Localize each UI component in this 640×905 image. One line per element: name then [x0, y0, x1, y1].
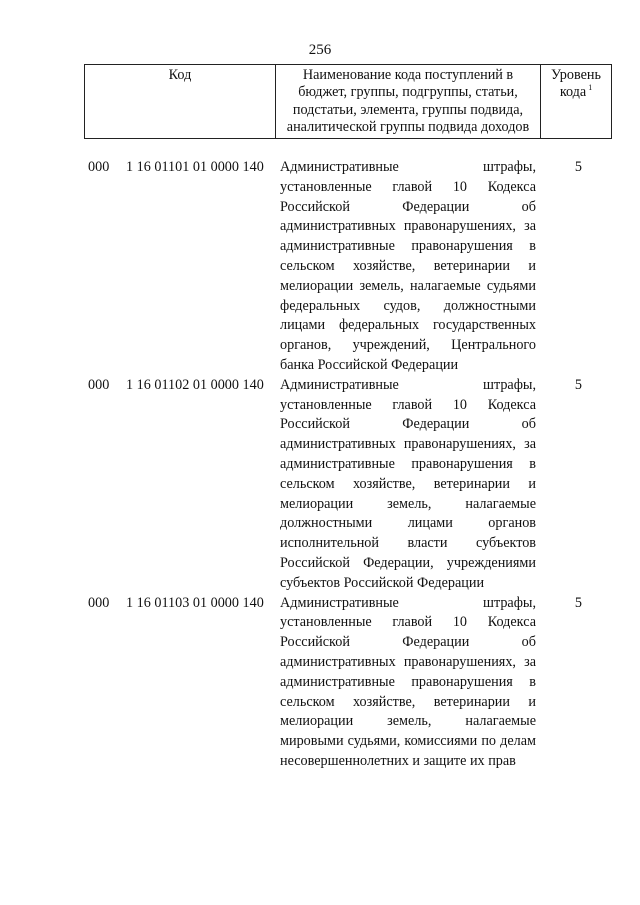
row-code: 1 16 01101 01 0000 140 [126, 159, 264, 175]
row-prefix: 000 [88, 376, 110, 393]
row-level: 5 [574, 594, 582, 611]
row-code: 1 16 01103 01 0000 140 [126, 594, 264, 611]
header-row [85, 65, 612, 139]
row-name: Административные штрафы, установленные главой 10 Кодекса Российской Федерации об административных правонарушениях, за административные правонарушения в сельском хозяйстве, ветеринарии и мелиорации земель, налагаемые мировыми судьями, комиссиями по делам несовершеннолетних и защите их прав [280, 594, 536, 769]
table-row [84, 376, 610, 594]
row-level: 5 [574, 376, 582, 393]
footnote-marker: 1 [588, 83, 593, 93]
row-name: Административные штрафы, установленные главой 10 Кодекса Российской Федерации об административных правонарушениях, за административные правонарушения в сельском хозяйстве, ветеринарии и мелиорации земель, налагаемые судьями федеральных судов, должностными лицами федеральных государственных органов, учреждений, Центрального банка Российской Федерации [280, 159, 536, 373]
row-code: 1 16 01102 01 0000 140 [126, 376, 264, 393]
table-row [84, 594, 610, 772]
table-body [84, 158, 610, 772]
row-level: 5 [574, 159, 582, 175]
header-level-label: Уровень кода [551, 67, 601, 101]
table-header [84, 64, 612, 139]
page-number: 256 [308, 42, 332, 58]
header-level [541, 65, 612, 139]
table-row [84, 158, 610, 376]
row-prefix: 000 [88, 594, 110, 611]
row-prefix: 000 [88, 159, 110, 175]
header-code: Код [85, 65, 276, 139]
header-name: Наименование кода поступлений в бюджет, группы, подгруппы, статьи, подстатьи, элемента, группы подвида, аналитической группы подвида доходов [276, 65, 541, 139]
row-name: Административные штрафы, установленные главой 10 Кодекса Российской Федерации об административных правонарушениях, за административные правонарушения в сельском хозяйстве, ветеринарии и мелиорации земель, налагаемые должностными лицами органов исполнительной власти субъектов Российской Федерации, учреждениями субъектов Российской Федерации [280, 376, 536, 591]
